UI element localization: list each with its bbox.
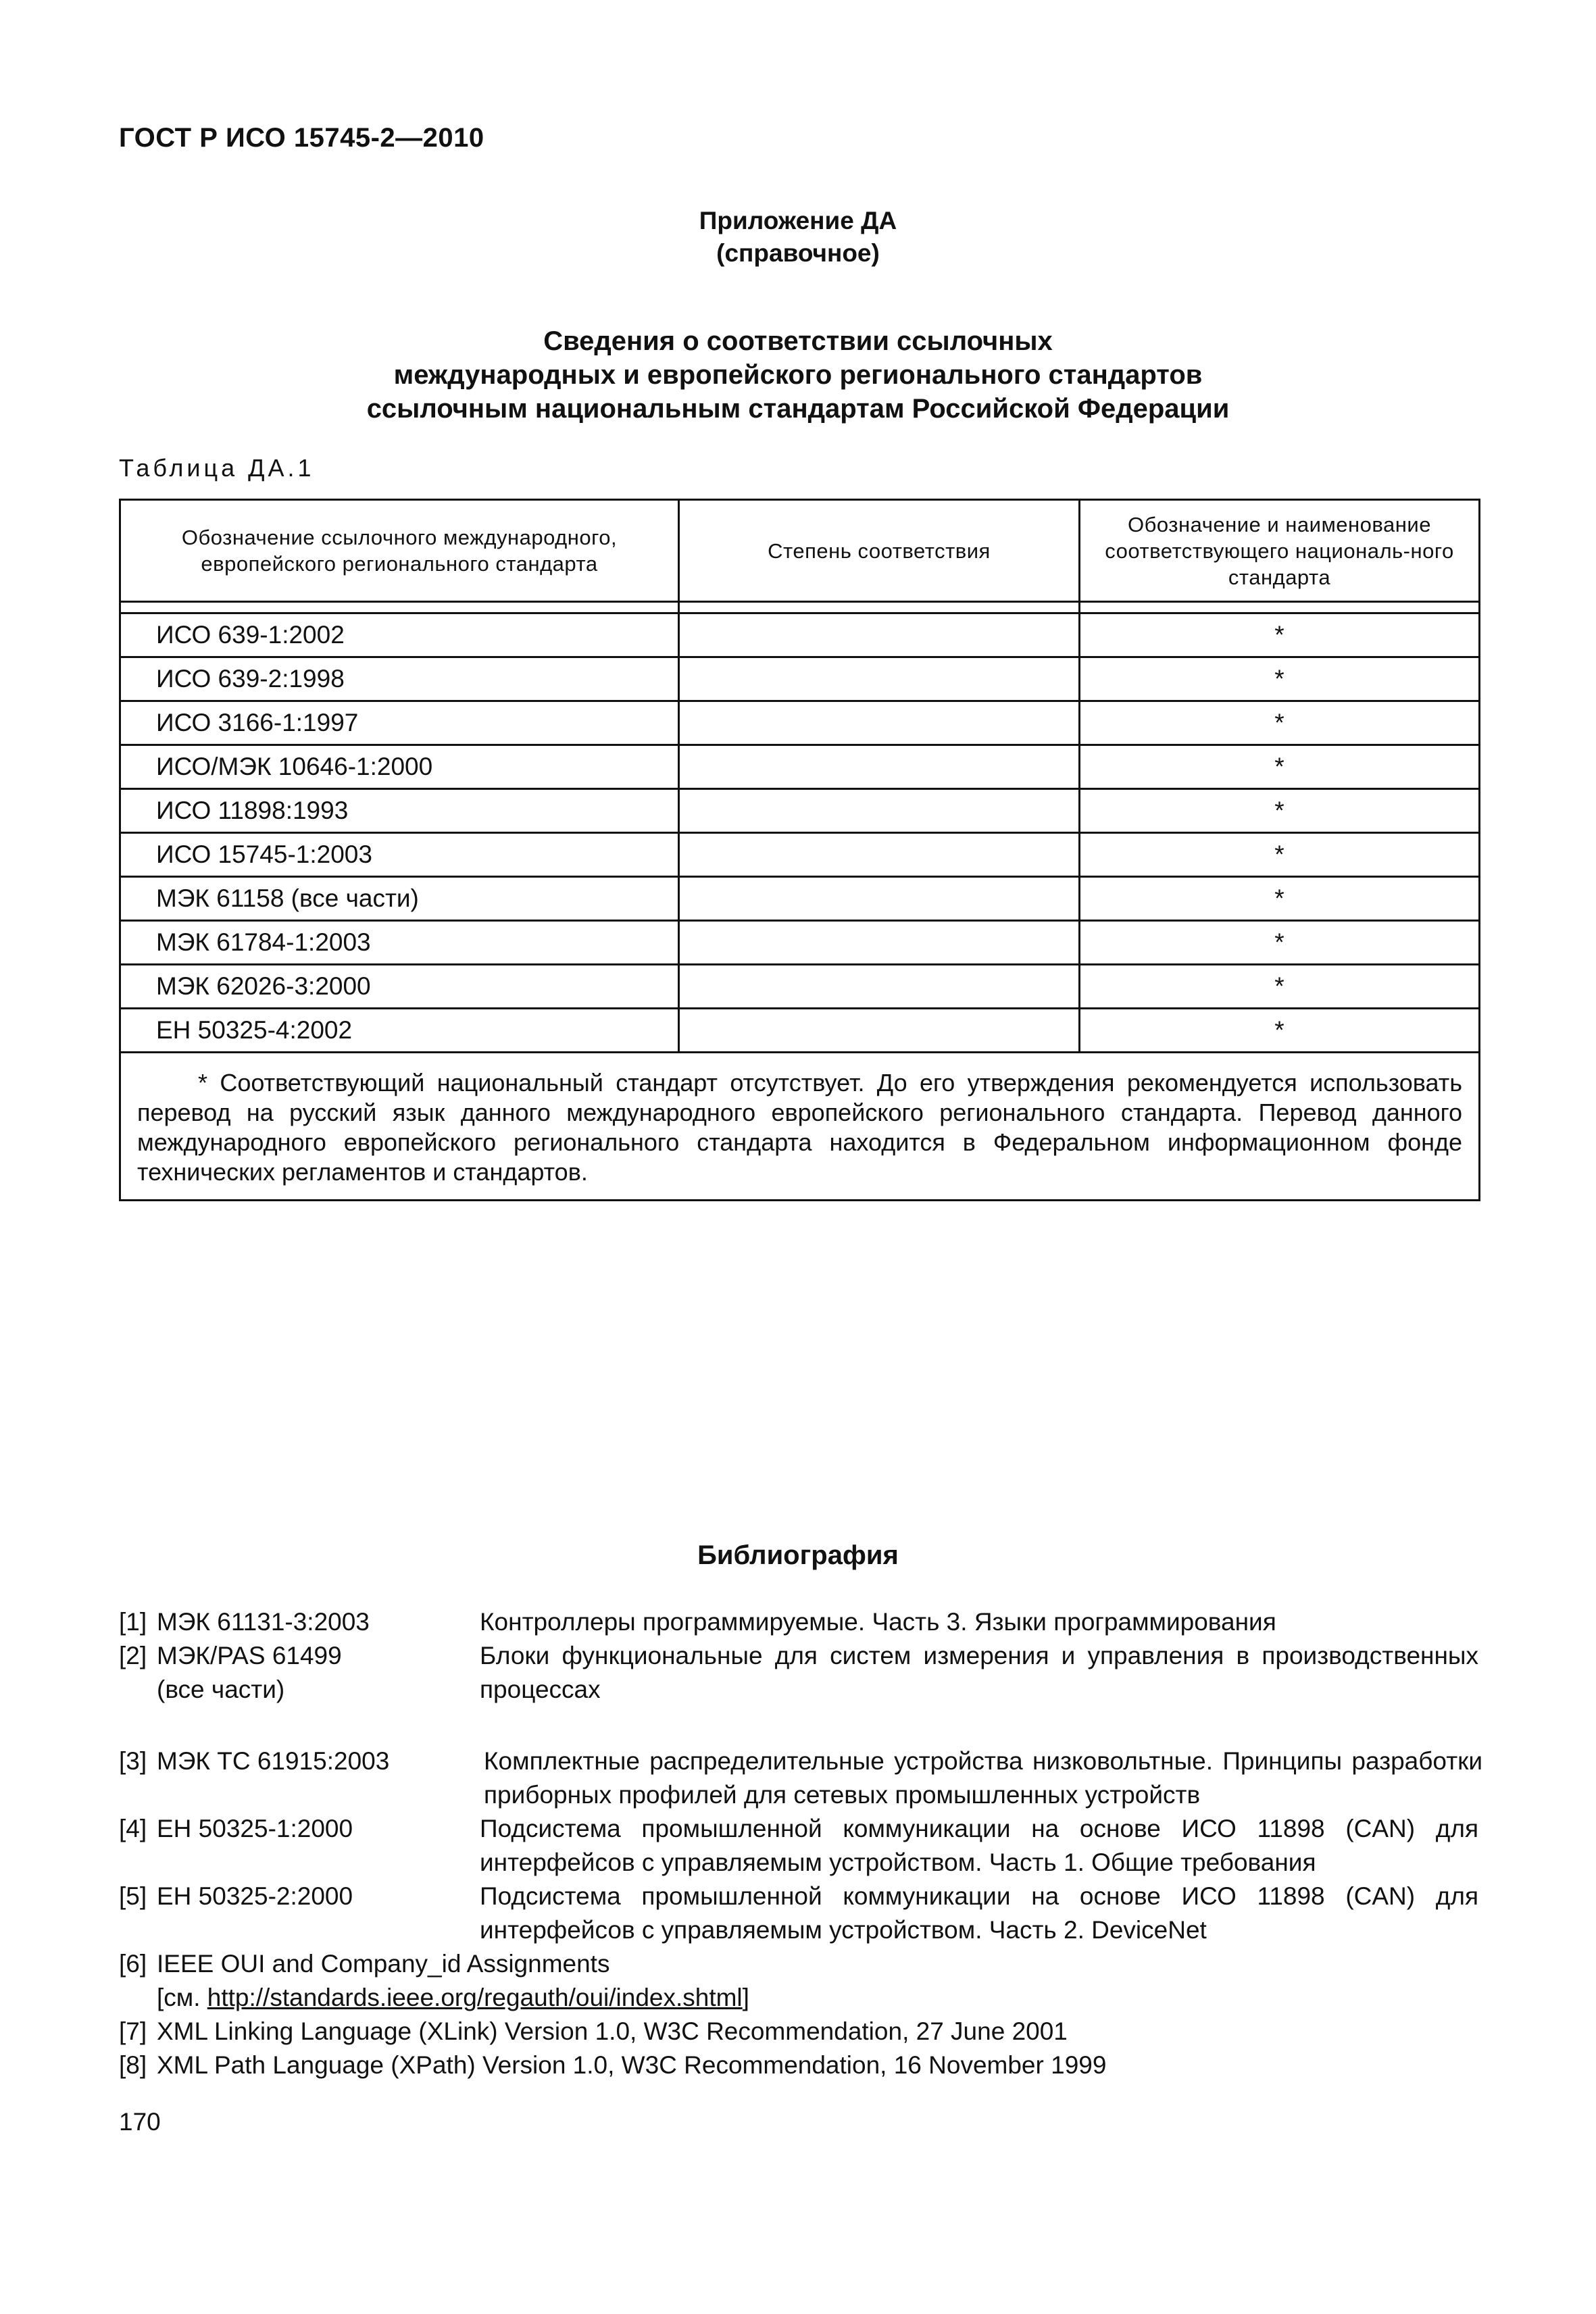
bib-code: МЭК ТС 61915:2003 — [157, 1747, 390, 1775]
cell-reference-standard: МЭК 61158 (все части) — [120, 877, 679, 921]
bibliography-title: Библиография — [697, 1540, 899, 1570]
table-row — [120, 965, 1480, 1009]
table-body — [120, 602, 1480, 1053]
bib-description: Блоки функциональные для систем измерения и управления в производственных процессах — [480, 1642, 1478, 1703]
cell-degree — [679, 789, 1080, 833]
table-row — [120, 877, 1480, 921]
cell-degree — [679, 657, 1080, 701]
cell-national-standard: * — [1080, 877, 1480, 921]
bibliography-item — [119, 1744, 1482, 1812]
cell-reference-standard: МЭК 62026-3:2000 — [120, 965, 679, 1009]
bib-url-link[interactable]: http://standards.ieee.org/regauth/oui/index.shtml — [207, 1984, 743, 2011]
table-label: Таблица ДА.1 — [119, 454, 315, 482]
heading-line: ссылочным национальным стандартам Российской Федерации — [366, 394, 1230, 424]
cell-reference-standard: ИСО 3166-1:1997 — [120, 701, 679, 745]
appendix-note: (справочное) — [716, 239, 880, 267]
cell-reference-standard: ЕН 50325-4:2002 — [120, 1009, 679, 1053]
bib-number: [5] — [119, 1882, 147, 1910]
cell-degree — [679, 833, 1080, 877]
bib-description: Подсистема промышленной коммуникации на основе ИСО 11898 (CAN) для интерфейсов с управляемым устройством. Часть 1. Общие требования — [480, 1815, 1478, 1876]
table-row — [120, 921, 1480, 965]
cell-reference-standard: МЭК 61784-1:2003 — [120, 921, 679, 965]
table-row — [120, 701, 1480, 745]
cell-degree — [679, 965, 1080, 1009]
bib-see-suffix: ] — [742, 1984, 749, 2011]
cell-national-standard: * — [1080, 701, 1480, 745]
cell-degree — [679, 877, 1080, 921]
cell-reference-standard: ИСО 11898:1993 — [120, 789, 679, 833]
bib-see-prefix: [см. — [157, 1984, 207, 2011]
table-row — [120, 789, 1480, 833]
bib-code-continued: (все части) — [157, 1676, 285, 1703]
table-row — [120, 745, 1480, 789]
bib-code: МЭК/PAS 61499 — [157, 1642, 342, 1669]
cell-degree — [679, 613, 1080, 657]
header-reference-standard: Обозначение ссылочного международного, европейского регионального стандарта — [120, 500, 679, 602]
bib-number: [4] — [119, 1815, 147, 1842]
cell-degree — [679, 921, 1080, 965]
heading-line: Сведения о соответствии ссылочных — [543, 326, 1053, 356]
table-row — [120, 657, 1480, 701]
bib-description: Подсистема промышленной коммуникации на основе ИСО 11898 (CAN) для интерфейсов с управляемым устройством. Часть 2. DeviceNet — [480, 1882, 1478, 1944]
header-degree: Степень соответствия — [679, 500, 1080, 602]
cell-reference-standard: ИСО 639-1:2002 — [120, 613, 679, 657]
bib-number: [2] — [119, 1642, 147, 1669]
bib-number: [8] — [119, 2051, 147, 2079]
cell-national-standard: * — [1080, 789, 1480, 833]
bib-code: ЕН 50325-1:2000 — [157, 1815, 353, 1842]
bibliography-item — [119, 1605, 1478, 1639]
bib-number: [3] — [119, 1747, 147, 1775]
reference-table — [119, 499, 1480, 1201]
bib-number: [6] — [119, 1950, 147, 1978]
cell-national-standard: * — [1080, 1009, 1480, 1053]
heading-line: международных и европейского регионального стандартов — [393, 360, 1203, 390]
bibliography-item — [119, 2048, 1478, 2082]
cell-national-standard: * — [1080, 921, 1480, 965]
appendix-heading — [0, 324, 1596, 426]
bib-description: Комплектные распределительные устройства низковольтные. Принципы разработки приборных профилей для сетевых промышленных устройств — [484, 1747, 1482, 1809]
bib-description: Контроллеры программируемые. Часть 3. Языки программирования — [480, 1608, 1276, 1636]
table-footnote: * Соответствующий национальный стандарт отсутствует. До его утверждения рекомендуется использовать перевод на русский язык данного международного европейского регионального стандарта. Перевод данного международного европейского регионального стандарта находится в Федеральном информационном фонде технических регламентов и стандартов. — [120, 1053, 1480, 1201]
cell-reference-standard: ИСО/МЭК 10646-1:2000 — [120, 745, 679, 789]
bib-see-line — [157, 1981, 1478, 2015]
cell-national-standard: * — [1080, 965, 1480, 1009]
cell-degree — [679, 1009, 1080, 1053]
cell-degree — [679, 701, 1080, 745]
bibliography-item — [119, 1880, 1478, 1947]
bibliography-item — [119, 1947, 1478, 2015]
cell-reference-standard: ИСО 15745-1:2003 — [120, 833, 679, 877]
cell-national-standard: * — [1080, 833, 1480, 877]
bibliography-item — [119, 2015, 1478, 2048]
appendix-title: Приложение ДА — [699, 207, 897, 234]
table-row — [120, 833, 1480, 877]
table-row — [120, 613, 1480, 657]
bib-code: ЕН 50325-2:2000 — [157, 1882, 353, 1910]
cell-reference-standard: ИСО 639-2:1998 — [120, 657, 679, 701]
bib-number: [1] — [119, 1608, 147, 1636]
table-row — [120, 1009, 1480, 1053]
bib-code: МЭК 61131-3:2003 — [157, 1608, 370, 1636]
cell-degree — [679, 745, 1080, 789]
page-number: 170 — [119, 2108, 161, 2136]
bib-text: XML Path Language (XPath) Version 1.0, W3C Recommendation, 16 November 1999 — [157, 2051, 1107, 2079]
bib-text: IEEE OUI and Company_id Assignments — [157, 1950, 610, 1978]
bib-text: XML Linking Language (XLink) Version 1.0, W3C Recommendation, 27 June 2001 — [157, 2017, 1068, 2045]
cell-national-standard: * — [1080, 657, 1480, 701]
document-code: ГОСТ Р ИСО 15745-2—2010 — [119, 123, 484, 153]
bibliography-item — [119, 1639, 1478, 1707]
header-national-standard: Обозначение и наименование соответствующего националь-ного стандарта — [1080, 500, 1480, 602]
cell-national-standard: * — [1080, 745, 1480, 789]
bibliography-item — [119, 1812, 1478, 1880]
bib-number: [7] — [119, 2017, 147, 2045]
cell-national-standard: * — [1080, 613, 1480, 657]
